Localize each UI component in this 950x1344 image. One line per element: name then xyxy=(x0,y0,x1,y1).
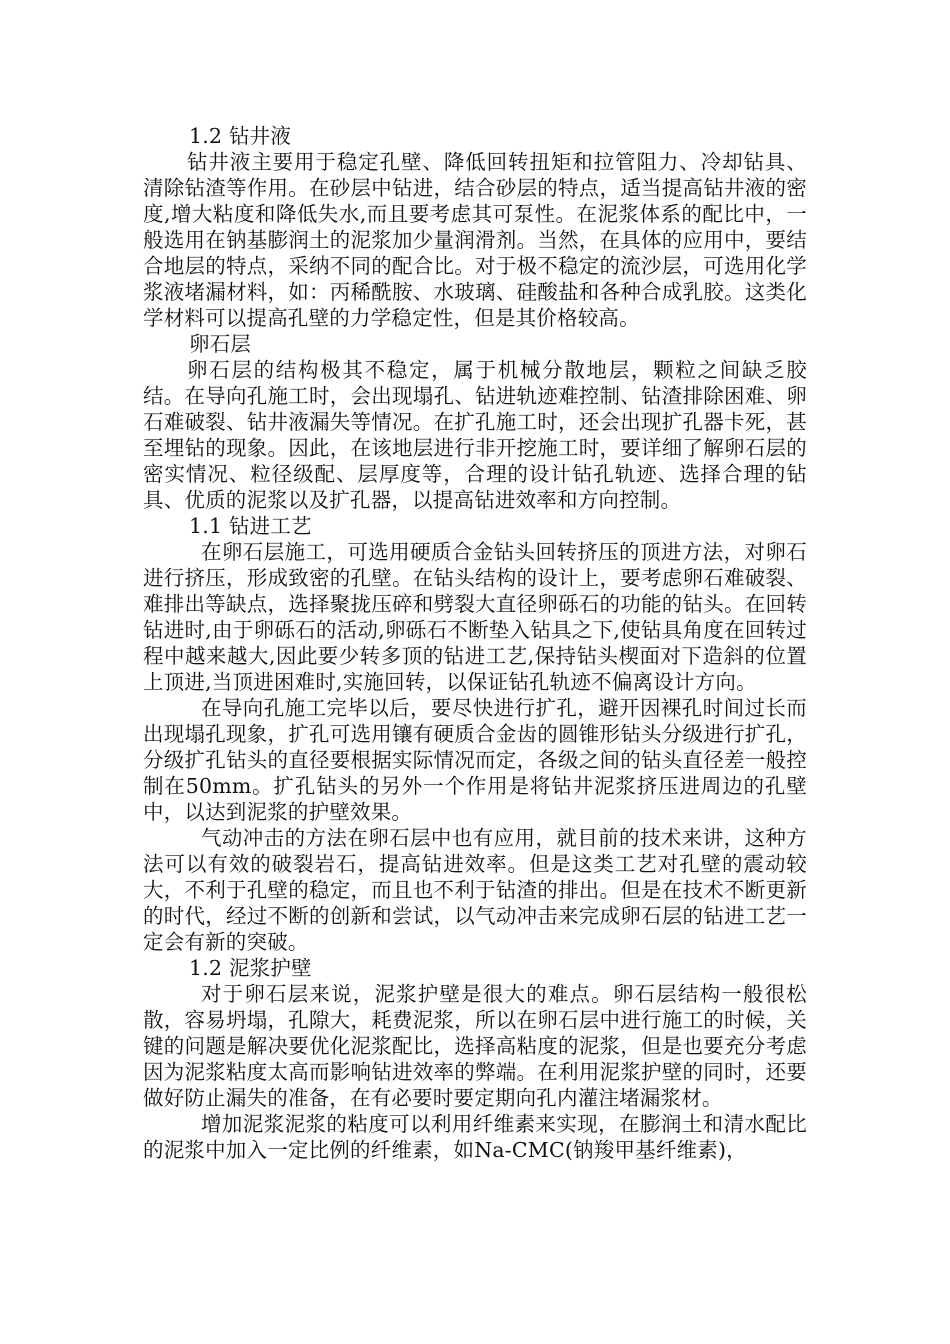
heading-mud-wall-protection: 1.2 泥浆护壁 xyxy=(189,956,312,980)
paragraph-drilling-technique: 在卵石层施工，可选用硬质合金钻头回转挤压的顶进方法，对卵石进行挤压，形成致密的孔壁。在钻头结构的设计上，要考虑卵石难破裂、难排出等缺点，选择聚拢压碎和劈裂大直径卵砾石的功能的钻头。在回转钻进时,由于卵砾石的活动,卵砾石不断垫入钻具之下,使钻具角度在回转过程中越来越大,因此要少转多顶的钻进工艺,保持钻头楔面对下造斜的位置上顶进,当顶进困难时,实施回转，以保证钻孔轨迹不偏离设计方向。 xyxy=(143,540,807,694)
paragraph-mud-wall-protection: 对于卵石层来说，泥浆护壁是很大的难点。卵石层结构一般很松散，容易坍塌，孔隙大，耗费泥浆，所以在卵石层中进行施工的时候，关键的问题是解决要优化泥浆配比，选择高粘度的泥浆，但是也要充分考虑因为泥浆粘度太高而影响钻进效率的弊端。在利用泥浆护壁的同时，还要做好防止漏失的准备，在有必要时要定期向孔内灌注堵漏浆材。 xyxy=(143,982,807,1110)
heading-pebble-layer: 卵石层 xyxy=(189,332,252,356)
paragraph-drilling-fluid: 钻井液主要用于稳定孔壁、降低回转扭矩和拉管阻力、冷却钻具、清除钻渣等作用。在砂层中钻进，结合砂层的特点，适当提高钻井液的密度,增大粘度和降低失水,而且要考虑其可泵性。在泥浆体系的配比中，一般选用在钠基膨润土的泥浆加少量润滑剂。当然，在具体的应用中，要结合地层的特点，采纳不同的配合比。对于极不稳定的流沙层，可选用化学浆液堵漏材料，如：丙稀酰胺、水玻璃、硅酸盐和各种合成乳胶。这类化学材料可以提高孔壁的力学稳定性，但是其价格较高。 xyxy=(143,150,807,330)
paragraph-reaming: 在导向孔施工完毕以后，要尽快进行扩孔，避开因裸孔时间过长而出现塌孔现象，扩孔可选用镶有硬质合金齿的圆锥形钻头分级进行扩孔，分级扩孔钻头的直径要根据实际情况而定，各级之间的钻头直径差一般控制在50mm。扩孔钻头的另外一个作用是将钻井泥浆挤压进周边的孔壁中，以达到泥浆的护壁效果。 xyxy=(143,696,807,824)
heading-drilling-fluid: 1.2 钻井液 xyxy=(189,124,292,148)
paragraph-mud-viscosity: 增加泥浆泥浆的粘度可以利用纤维素来实现，在膨润土和清水配比的泥浆中加入一定比例的纤维素，如Na-CMC(钠羧甲基纤维素)， xyxy=(143,1112,807,1162)
paragraph-pneumatic-impact: 气动冲击的方法在卵石层中也有应用，就目前的技术来讲，这种方法可以有效的破裂岩石，提高钻进效率。但是这类工艺对孔壁的震动较大，不利于孔壁的稳定，而且也不利于钻渣的排出。但是在技术不断更新的时代，经过不断的创新和尝试，以气动冲击来完成卵石层的钻进工艺一定会有新的突破。 xyxy=(143,826,807,954)
document-page xyxy=(143,123,807,1163)
heading-drilling-technique: 1.1 钻进工艺 xyxy=(189,514,312,538)
paragraph-pebble-layer: 卵石层的结构极其不稳定，属于机械分散地层，颗粒之间缺乏胶结。在导向孔施工时，会出现塌孔、钻进轨迹难控制、钻渣排除困难、卵石难破裂、钻井液漏失等情况。在扩孔施工时，还会出现扩孔器卡死，甚至埋钻的现象。因此，在该地层进行非开挖施工时，要详细了解卵石层的密实情况、粒径级配、层厚度等，合理的设计钻孔轨迹、选择合理的钻具、优质的泥浆以及扩孔器，以提高钻进效率和方向控制。 xyxy=(143,358,807,512)
